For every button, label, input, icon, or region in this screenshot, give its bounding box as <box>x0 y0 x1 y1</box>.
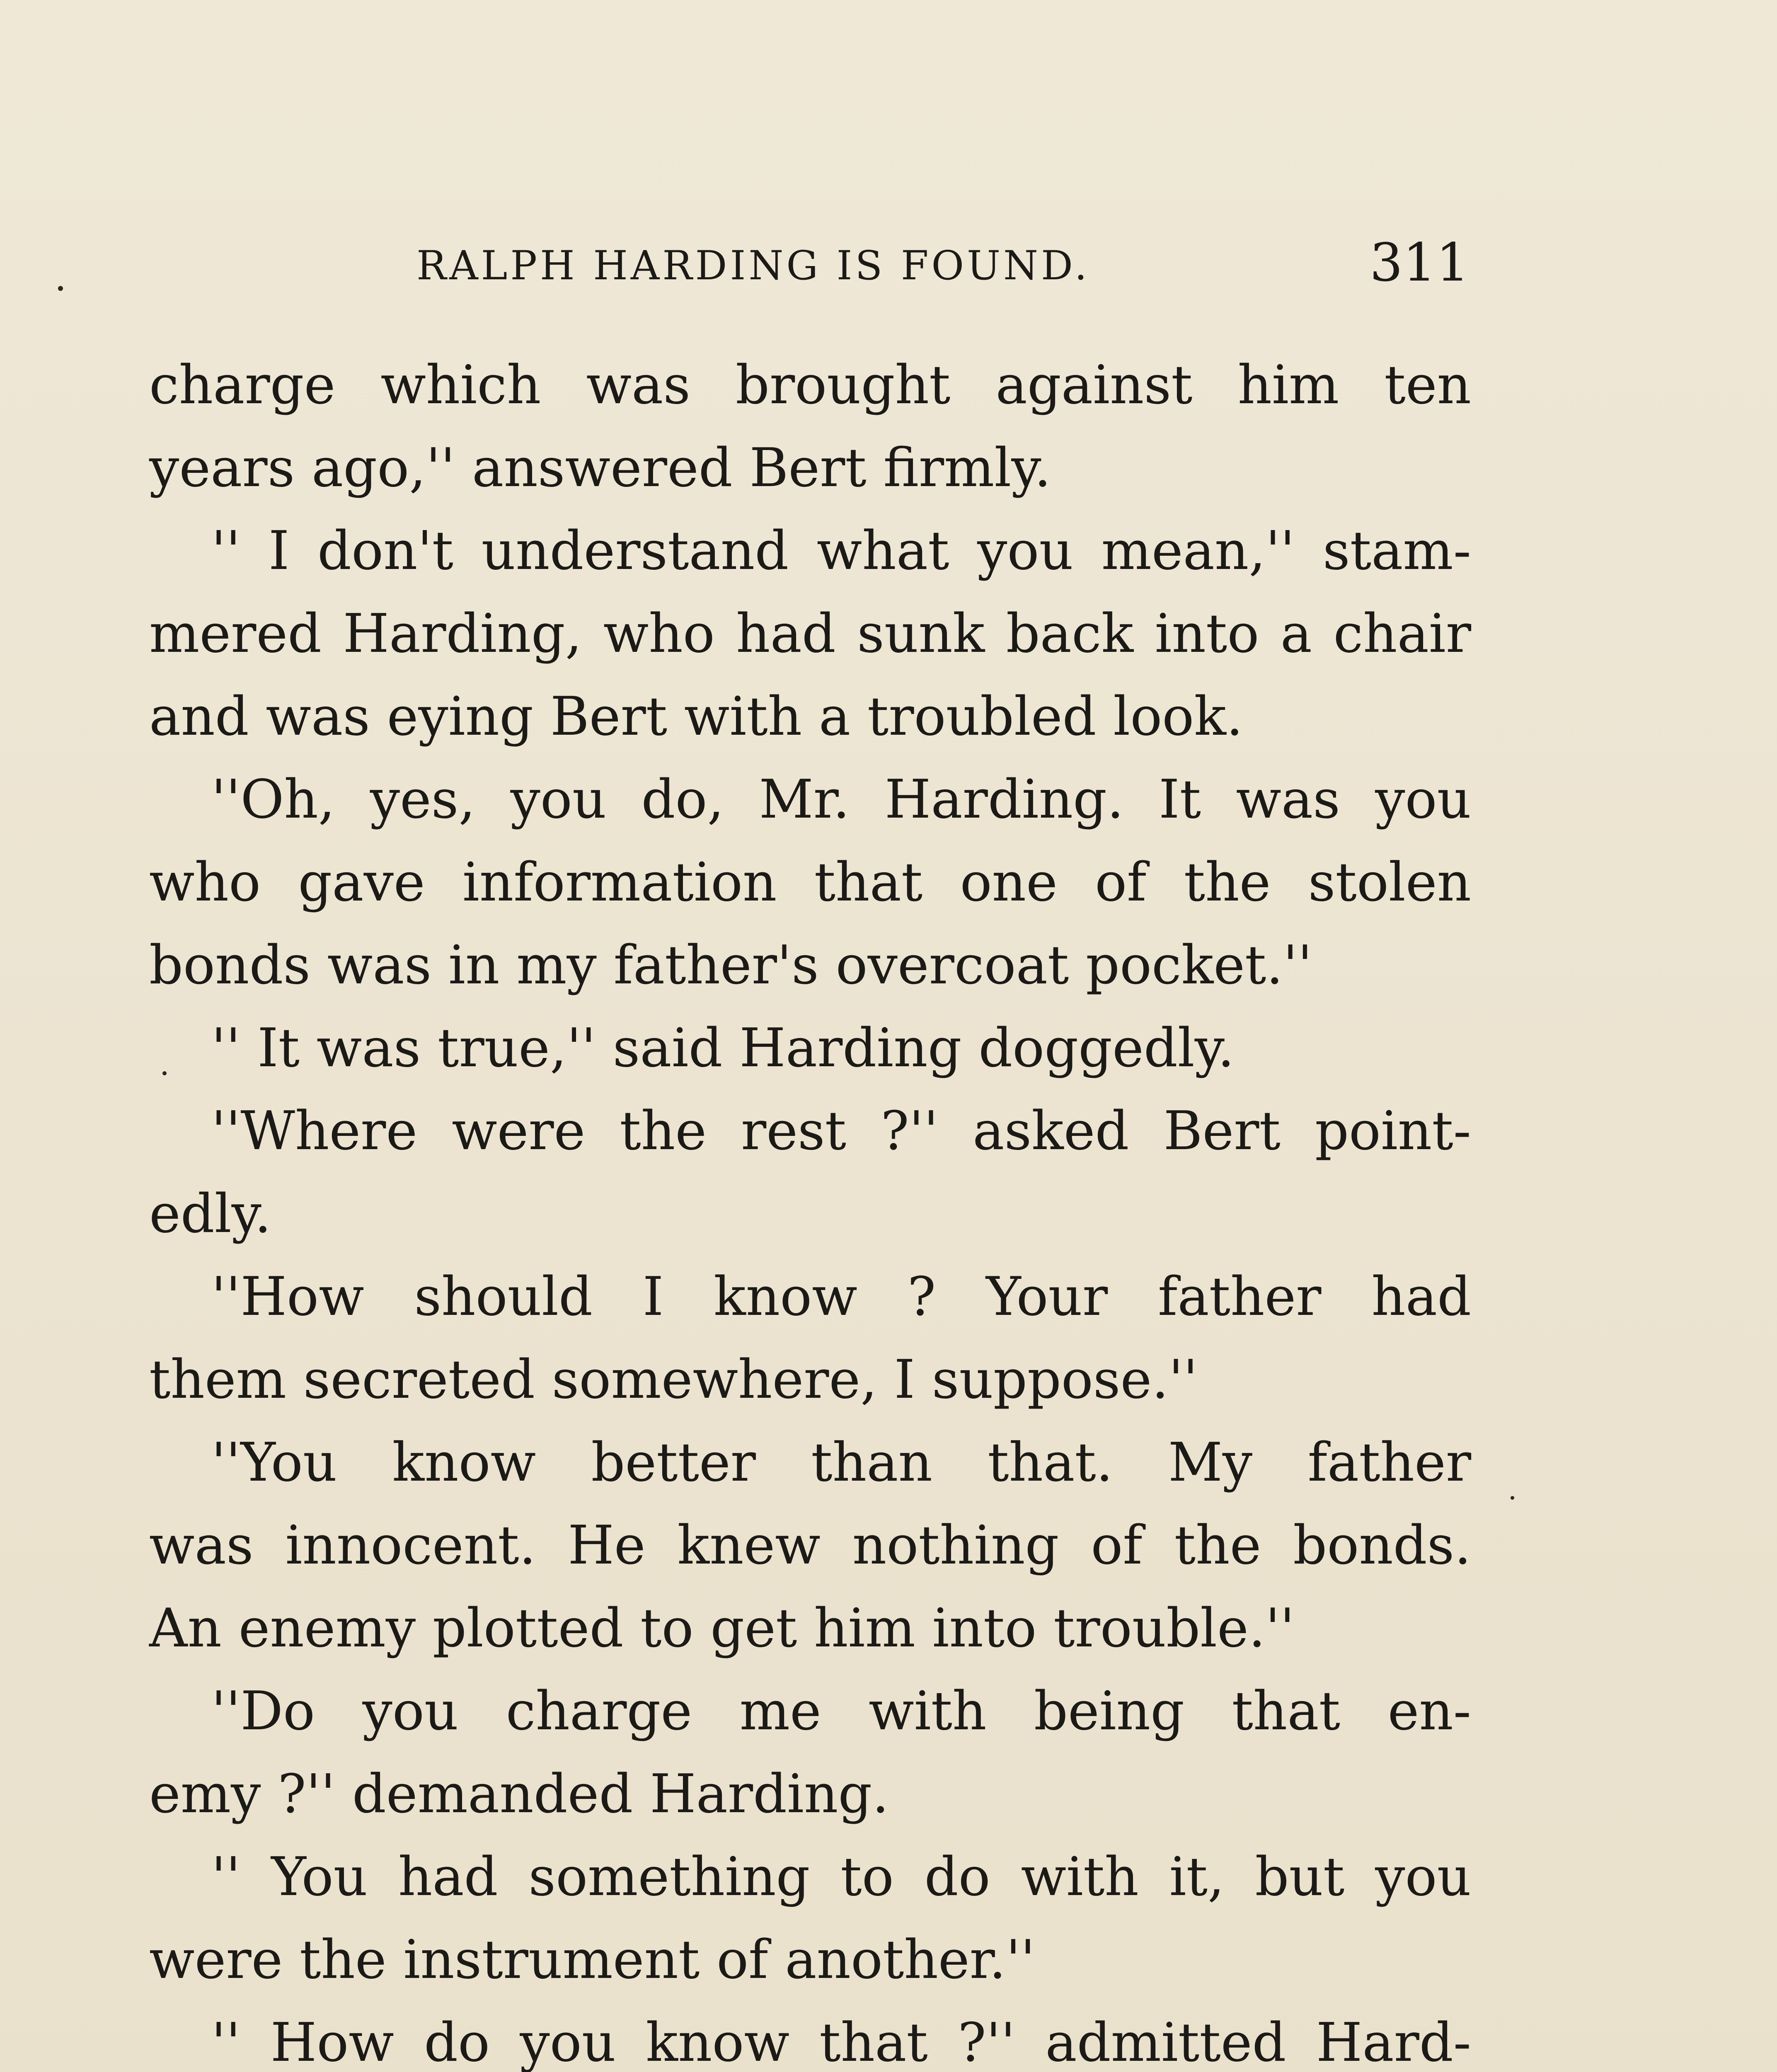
running-head: RALPH HARDING IS FOUND. <box>416 242 1090 289</box>
text-line: '' You had something to do with it, but you <box>211 1846 1471 1908</box>
text-line: An enemy plotted to get him into trouble.'' <box>149 1598 1295 1659</box>
text-line: edly. <box>149 1183 271 1245</box>
body-text <box>149 344 1471 2072</box>
text-line: who gave information that one of the stolen <box>149 852 1471 913</box>
text-line: ''Do you charge me with being that en- <box>211 1680 1471 1742</box>
paper-speck <box>162 1071 167 1075</box>
paper-speck <box>58 286 63 291</box>
page-header <box>0 232 1777 298</box>
text-line: ''Where were the rest ?'' asked Bert point- <box>211 1100 1471 1162</box>
text-line: years ago,'' answered Bert firmly. <box>149 437 1051 499</box>
paper-speck <box>1511 1496 1514 1500</box>
text-line: '' How do you know that ?'' admitted Hard- <box>211 2012 1471 2072</box>
text-line: was innocent. He knew nothing of the bonds. <box>149 1515 1471 1576</box>
text-line: were the instrument of another.'' <box>149 1929 1035 1991</box>
text-line: mered Harding, who had sunk back into a chair <box>149 603 1471 665</box>
text-line: them secreted somewhere, I suppose.'' <box>149 1349 1198 1411</box>
text-line: ''You know better than that. My father <box>211 1432 1471 1493</box>
text-line: ''How should I know ? Your father had <box>211 1266 1471 1328</box>
text-line: '' I don't understand what you mean,'' stam- <box>211 520 1471 582</box>
text-line: charge which was brought against him ten <box>149 354 1471 416</box>
text-line: emy ?'' demanded Harding. <box>149 1763 889 1825</box>
text-line: ''Oh, yes, you do, Mr. Harding. It was you <box>211 769 1471 830</box>
text-line: '' It was true,'' said Harding doggedly. <box>211 1017 1235 1079</box>
text-line: bonds was in my father's overcoat pocket.'' <box>149 934 1312 996</box>
text-line: and was eying Bert with a troubled look. <box>149 686 1243 748</box>
page-number: 311 <box>1370 232 1470 293</box>
